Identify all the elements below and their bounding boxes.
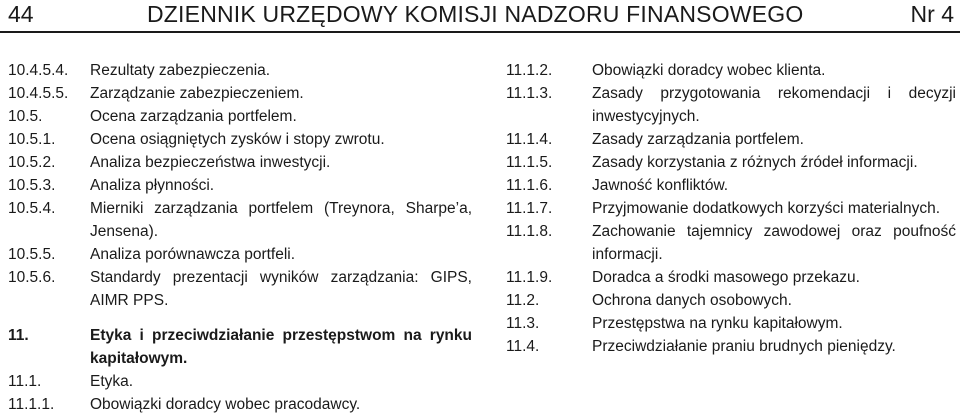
toc-entry (8, 266, 472, 312)
entry-number: 11.1.4. (506, 131, 553, 148)
toc-entry (8, 370, 472, 393)
entry-text: Etyka. (90, 373, 134, 390)
entry-number: 11.1.2. (506, 62, 553, 79)
issue-number: Nr 4 (910, 1, 954, 27)
entry-number: 11.1.7. (506, 200, 553, 217)
page-header (0, 0, 960, 42)
entry-number: 11.1.8. (506, 223, 553, 240)
toc-entry (506, 266, 956, 289)
page-number: 44 (8, 1, 34, 27)
entry-text: Przeciwdziałanie praniu brudnych pieniędzy. (592, 338, 896, 355)
entry-number: 11.2. (506, 292, 540, 309)
toc-entry (506, 151, 956, 174)
toc-entry (8, 174, 472, 197)
entry-text: Obowiązki doradcy wobec klienta. (592, 62, 826, 79)
right-column (506, 59, 956, 358)
toc-entry (506, 128, 956, 151)
toc-entry (506, 335, 956, 358)
entry-text: Zachowanie tajemnicy zawodowej oraz poufność informacji. (592, 223, 956, 263)
toc-entry (8, 128, 472, 151)
entry-number: 11.1.9. (506, 269, 553, 286)
entry-text: Jawność konfliktów. (592, 177, 729, 194)
entry-number: 10.5.4. (8, 200, 56, 217)
header-rule (0, 31, 960, 33)
entry-text: Obowiązki doradcy wobec pracodawcy. (90, 396, 361, 413)
left-column (8, 59, 472, 416)
entry-text: Ochrona danych osobowych. (592, 292, 792, 309)
entry-text: Zarządzanie zabezpieczeniem. (90, 85, 304, 102)
entry-number: 10.4.5.5. (8, 85, 69, 102)
entry-text: Analiza bezpieczeństwa inwestycji. (90, 154, 331, 171)
entry-text: Zasady zarządzania portfelem. (592, 131, 804, 148)
entry-number: 10.5.1. (8, 131, 56, 148)
entry-text: Standardy prezentacji wyników zarządzania: GIPS, AIMR PPS. (90, 269, 472, 309)
toc-entry (8, 82, 472, 105)
toc-entry (506, 220, 956, 266)
entry-text: Przestępstwa na rynku kapitałowym. (592, 315, 843, 332)
entry-number: 11.3. (506, 315, 540, 332)
toc-entry (8, 59, 472, 82)
entry-text: Ocena osiągniętych zysków i stopy zwrotu. (90, 131, 385, 148)
entry-text: Ocena zarządzania portfelem. (90, 108, 297, 125)
entry-number: 10.5.5. (8, 246, 56, 263)
entry-number: 10.5.3. (8, 177, 56, 194)
toc-entry (8, 243, 472, 266)
toc-entry (506, 197, 956, 220)
entry-number: 11.1. (8, 373, 42, 390)
toc-entry (506, 82, 956, 128)
entry-text: Rezultaty zabezpieczenia. (90, 62, 271, 79)
toc-entry (506, 312, 956, 335)
entry-number: 11.1.5. (506, 154, 553, 171)
entry-number: 10.4.5.4. (8, 62, 69, 79)
entry-number: 11.4. (506, 338, 540, 355)
toc-entry (506, 59, 956, 82)
entry-text: Analiza płynności. (90, 177, 215, 194)
entry-text: Analiza porównawcza portfeli. (90, 246, 296, 263)
toc-entry (8, 151, 472, 174)
section-heading (8, 324, 472, 370)
entry-text: Zasady przygotowania rekomendacji i decyzji inwestycyjnych. (592, 85, 956, 125)
entry-text: Mierniki zarządzania portfelem (Treynora, Sharpe’a, Jensena). (90, 200, 472, 240)
entry-text: Doradca a środki masowego przekazu. (592, 269, 860, 286)
entry-text: Zasady korzystania z różnych źródeł informacji. (592, 154, 918, 171)
entry-number: 10.5.2. (8, 154, 56, 171)
toc-entry (506, 174, 956, 197)
toc-entry (506, 289, 956, 312)
entry-number: 11. (8, 327, 29, 344)
section-gap (8, 312, 472, 324)
entry-number: 11.1.3. (506, 85, 553, 102)
entry-number: 10.5. (8, 108, 43, 125)
entry-number: 11.1.6. (506, 177, 553, 194)
toc-entry (8, 105, 472, 128)
entry-number: 11.1.1. (8, 396, 55, 413)
toc-entry (8, 197, 472, 243)
entry-text: Przyjmowanie dodatkowych korzyści materialnych. (592, 200, 941, 217)
entry-text: Etyka i przeciwdziałanie przestępstwom na rynku kapitałowym. (90, 327, 472, 367)
entry-number: 10.5.6. (8, 269, 56, 286)
journal-title: DZIENNIK URZĘDOWY KOMISJI NADZORU FINANSOWEGO (147, 1, 804, 27)
